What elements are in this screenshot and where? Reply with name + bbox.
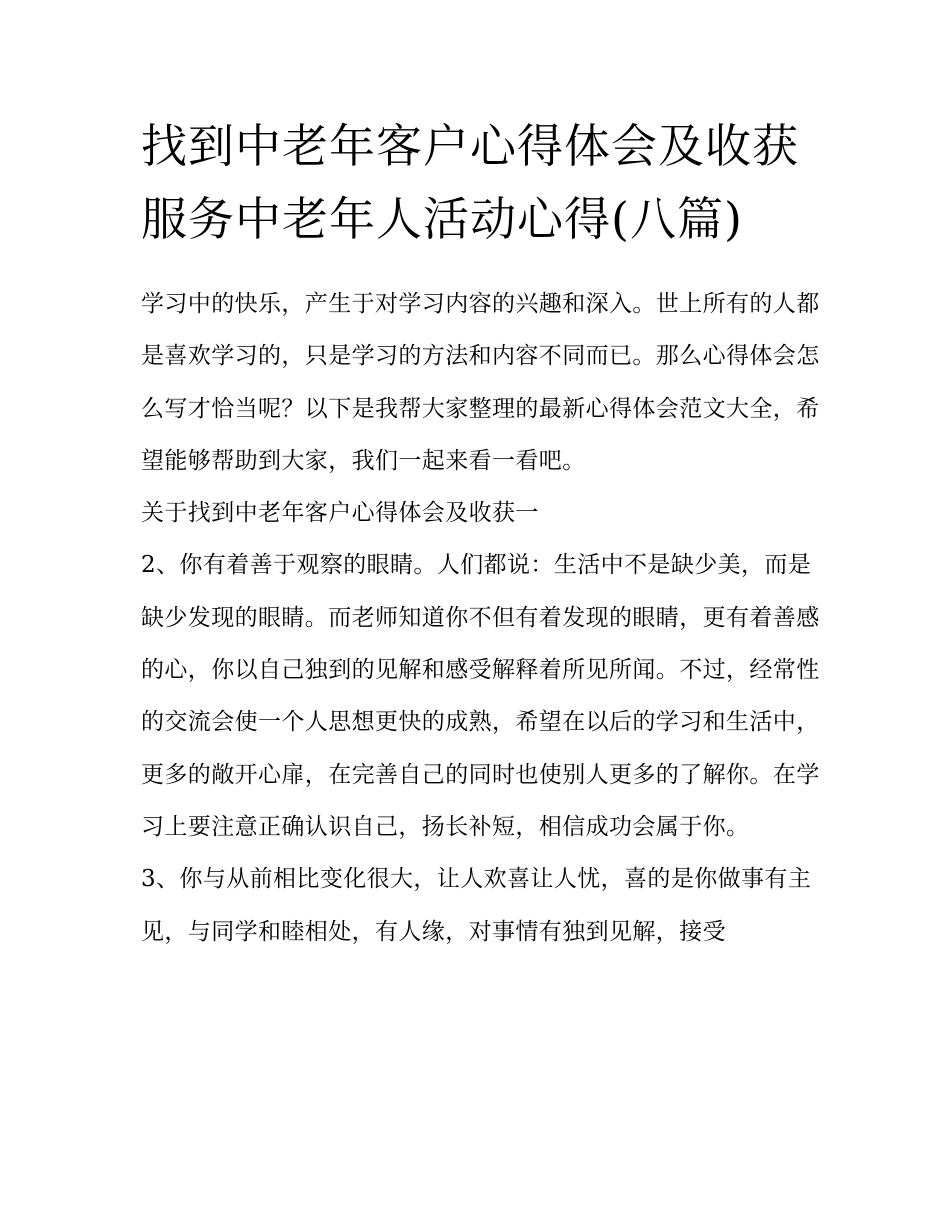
document-title: 找到中老年客户心得体会及收获 服务中老年人活动心得(八篇) <box>141 119 799 246</box>
paragraph-continuation: 更多的敞开心扉，在完善自己的同时也使别人更多的了解你。在学习上要注意正确认识自己，扬长补短，相信成功会属于你。 <box>141 761 820 840</box>
section-heading: 关于找到中老年客户心得体会及收获一 <box>141 500 539 527</box>
paragraph-item-2: 2、你有着善于观察的眼睛。人们都说：生活中不是缺少美，而是缺少发现的眼睛。而老师知道你不但有着发现的眼睛，更有着善感的心，你以自己独到的见解和感受解释着所见所闻。不过，经常性的交流会使一个人思想更快的成熟，希望在以后的学习和生活中， <box>141 552 820 736</box>
paragraph-item-3: 3、你与从前相比变化很大，让人欢喜让人忧，喜的是你做事有主见，与同学和睦相处，有人缘，对事情有独到见解，接受 <box>141 866 812 945</box>
paragraph-intro: 学习中的快乐，产生于对学习内容的兴趣和深入。世上所有的人都是喜欢学习的，只是学习的方法和内容不同而已。那么心得体会怎么写才恰当呢？以下是我帮大家整理的最新心得体会范文大全，希望能够帮助到大家，我们一起来看一看吧。 <box>141 291 820 474</box>
document-body <box>141 278 821 958</box>
document-content <box>141 110 821 958</box>
